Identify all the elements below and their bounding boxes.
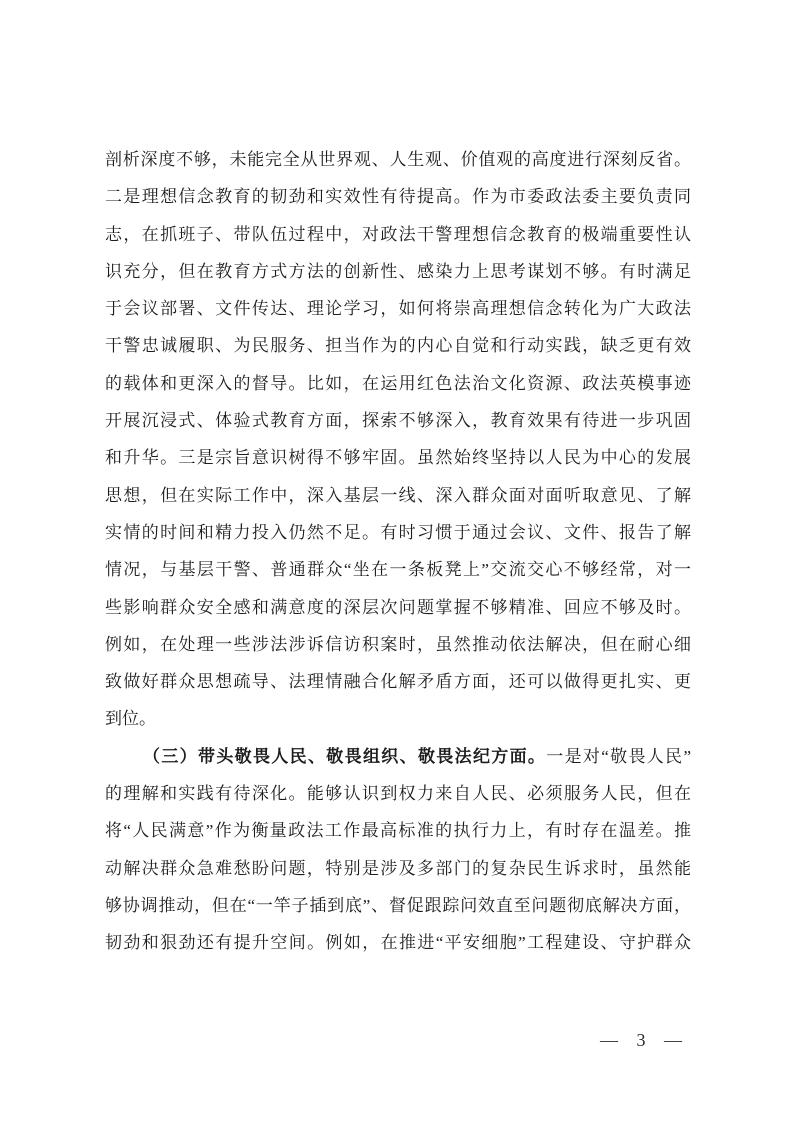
text-line: 识充分，但在教育方式方法的创新性、感染力上思考谋划不够。有时满足 xyxy=(105,261,691,281)
text-line: 志，在抓班子、带队伍过程中，对政法干警理想信念教育的极端重要性认 xyxy=(105,224,691,244)
text-line: 情况，与基层干警、普通群众“坐在一条板凳上”交流交心不够经常，对一 xyxy=(105,560,691,580)
text-line: 的理解和实践有待深化。能够认识到权力来自人民、必须服务人民，但在 xyxy=(105,784,691,804)
text-line: 韧劲和狠劲还有提升空间。例如，在推进“平安细胞”工程建设、守护群众 xyxy=(105,933,691,953)
text-line: 开展沉浸式、体验式教育方面，探索不够深入，教育效果有待进一步巩固 xyxy=(105,411,691,431)
text-line: 思想，但在实际工作中，深入基层一线、深入群众面对面听取意见、了解 xyxy=(105,485,691,505)
text-line: 例如，在处理一些涉法涉诉信访积案时，虽然推动依法解决，但在耐心细 xyxy=(105,634,691,654)
text-line: 致做好群众思想疏导、法理情融合化解矛盾方面，还可以做得更扎实、更 xyxy=(105,672,691,692)
text-line: 些影响群众安全感和满意度的深层次问题掌握不够精准、回应不够及时。 xyxy=(105,597,691,617)
text-line: 将“人民满意”作为衡量政法工作最高标准的执行力上，有时存在温差。推 xyxy=(105,821,691,841)
text-line: 和升华。三是宗旨意识树得不够牢固。虽然始终坚持以人民为中心的发展 xyxy=(105,448,691,468)
text-run: 一是对“敬畏人民” xyxy=(546,746,691,766)
text-line: 干警忠诚履职、为民服务、担当作为的内心自觉和行动实践，缺乏更有效 xyxy=(105,336,691,356)
text-line xyxy=(105,738,691,775)
text-line: 到位。 xyxy=(105,709,156,729)
page-number: — 3 — xyxy=(600,1030,685,1050)
document-body xyxy=(105,141,691,962)
text-line: 动解决群众急难愁盼问题，特别是涉及多部门的复杂民生诉求时，虽然能 xyxy=(105,858,691,878)
section-heading: （三）带头敬畏人民、敬畏组织、敬畏法纪方面。 xyxy=(143,746,547,766)
text-line: 的载体和更深入的督导。比如，在运用红色法治文化资源、政法英模事迹 xyxy=(105,373,691,393)
text-line: 于会议部署、文件传达、理论学习，如何将崇高理想信念转化为广大政法 xyxy=(105,299,691,319)
text-line: 实情的时间和精力投入仍然不足。有时习惯于通过会议、文件、报告了解 xyxy=(105,522,691,542)
text-line: 二是理想信念教育的韧劲和实效性有待提高。作为市委政法委主要负责同 xyxy=(105,187,691,207)
text-line: 剖析深度不够，未能完全从世界观、人生观、价值观的高度进行深刻反省。 xyxy=(105,150,691,169)
text-line: 够协调推动，但在“一竿子插到底”、督促跟踪问效直至问题彻底解决方面， xyxy=(105,895,691,915)
